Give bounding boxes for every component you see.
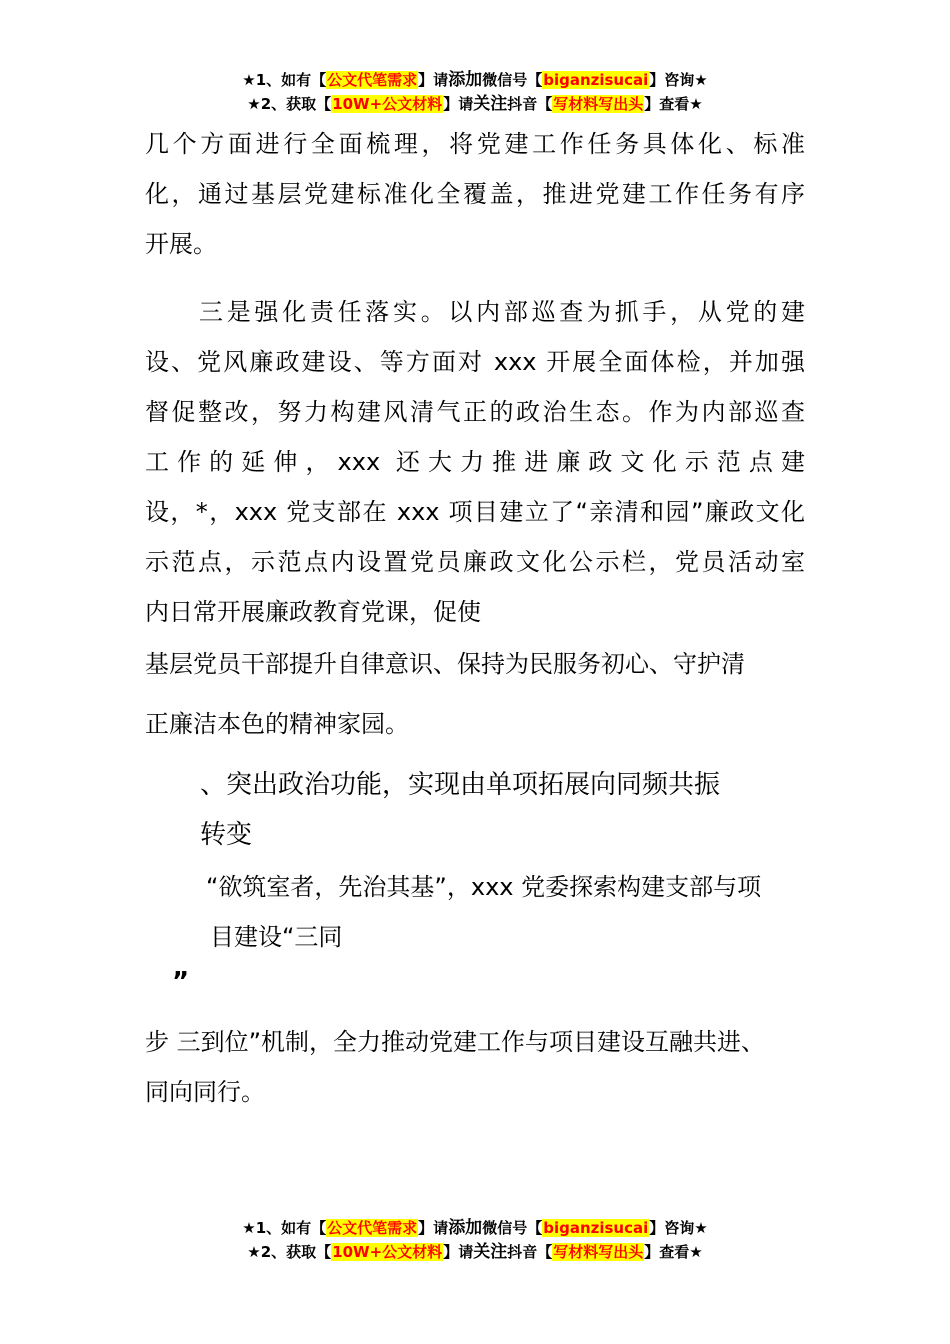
banner-text: 】咨询★	[649, 1219, 708, 1237]
banner-emphasis: 关注	[473, 1242, 508, 1262]
banner-highlight: 公文代笔需求	[327, 1219, 418, 1237]
banner-text: 】请	[443, 95, 474, 113]
banner-text: ★2、获取【	[247, 1243, 332, 1261]
body-line: 工作的延伸，xxx 还大力推进廉政文化示范点建	[145, 448, 805, 476]
banner-text: ★1、如有【	[242, 1219, 327, 1237]
body-line: 三是强化责任落实。以内部巡查为抓手，从党的建	[199, 298, 805, 326]
banner-emphasis: 添加	[448, 70, 483, 90]
section-heading: 转变	[200, 820, 253, 850]
banner-emphasis: 关注	[473, 94, 508, 114]
banner-text: 】查看★	[644, 1243, 703, 1261]
banner-text: 微信号【	[482, 71, 543, 89]
banner-text: 】请	[443, 1243, 474, 1261]
body-line: 基层党员干部提升自律意识、保持为民服务初心、守护清	[145, 650, 745, 678]
quote-mark: ”	[172, 967, 190, 997]
banner-highlight: biganzisucai	[543, 1219, 649, 1237]
body-line: 设，*，xxx 党支部在 xxx 项目建立了“亲清和园”廉政文化	[145, 498, 805, 526]
banner-highlight: 公文代笔需求	[327, 71, 418, 89]
bottom-banner	[0, 1216, 950, 1264]
banner-text: ★1、如有【	[242, 71, 327, 89]
banner-text: 抖音【	[507, 1243, 553, 1261]
body-line: 步 三到位”机制，全力推动党建工作与项目建设互融共进、	[145, 1028, 766, 1056]
banner-highlight: 写材料写出头	[553, 1243, 644, 1261]
banner-text: 微信号【	[482, 1219, 543, 1237]
banner-text: 】请	[418, 1219, 449, 1237]
banner-line-2	[0, 1240, 950, 1264]
body-line: 示范点，示范点内设置党员廉政文化公示栏，党员活动室	[145, 548, 805, 576]
body-line: 同向同行。	[145, 1078, 265, 1106]
body-line: “欲筑室者，先治其基”，xxx 党委探索构建支部与项	[206, 873, 762, 901]
body-line: 正廉洁本色的精神家园。	[145, 710, 409, 738]
body-line: 督促整改，努力构建风清气正的政治生态。作为内部巡查	[145, 398, 805, 426]
body-line: 开展。	[145, 230, 217, 258]
banner-text: 】请	[418, 71, 449, 89]
banner-text: 抖音【	[507, 95, 553, 113]
body-line: 内日常开展廉政教育党课，促使	[145, 598, 481, 626]
body-line: 化，通过基层党建标准化全覆盖，推进党建工作任务有序	[145, 180, 805, 208]
body-line: 几个方面进行全面梳理，将党建工作任务具体化、标准	[145, 130, 805, 158]
banner-highlight: 10W+公文材料	[332, 95, 443, 113]
banner-highlight: 写材料写出头	[553, 95, 644, 113]
banner-emphasis: 添加	[448, 1218, 483, 1238]
banner-highlight: biganzisucai	[543, 71, 649, 89]
banner-highlight: 10W+公文材料	[332, 1243, 443, 1261]
banner-text: ★2、获取【	[247, 95, 332, 113]
banner-line-1	[0, 68, 950, 92]
body-line: 设、党风廉政建设、等方面对 xxx 开展全面体检，并加强	[145, 348, 805, 376]
body-line: 目建设“三同	[210, 923, 343, 951]
top-banner	[0, 68, 950, 116]
banner-text: 】咨询★	[649, 71, 708, 89]
section-heading: 、突出政治功能，实现由单项拓展向同频共振	[200, 770, 721, 800]
banner-text: 】查看★	[644, 95, 703, 113]
banner-line-2	[0, 92, 950, 116]
banner-line-1	[0, 1216, 950, 1240]
